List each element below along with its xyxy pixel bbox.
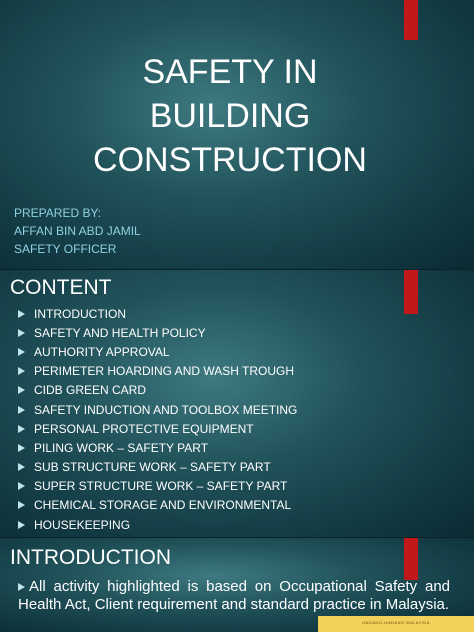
list-item <box>18 458 297 477</box>
bullet-arrow-icon <box>18 521 25 529</box>
introduction-slide <box>0 538 474 632</box>
title-line: CONSTRUCTION <box>93 141 367 179</box>
author-name: AFFAN BIN ABD JAMIL <box>14 224 141 238</box>
bullet-arrow-icon <box>18 310 25 318</box>
prepared-by-block <box>14 204 141 258</box>
list-item <box>18 323 297 342</box>
law-book-image <box>318 616 474 632</box>
list-item <box>18 419 297 438</box>
list-item-label: PILING WORK – SAFETY PART <box>34 440 209 455</box>
bullet-arrow-icon <box>18 482 25 490</box>
bullet-arrow-icon <box>18 425 25 433</box>
list-item <box>18 342 297 361</box>
list-item-label: HOUSEKEEPING <box>34 517 131 532</box>
bullet-arrow-icon <box>18 348 25 356</box>
bullet-arrow-icon <box>18 329 25 337</box>
presentation-title <box>40 50 420 182</box>
bullet-arrow-icon <box>18 367 25 375</box>
introduction-heading: INTRODUCTION <box>10 546 171 569</box>
list-item <box>18 304 297 323</box>
title-line: SAFETY IN <box>142 53 318 91</box>
list-item-label: CHEMICAL STORAGE AND ENVIRONMENTAL <box>34 498 292 513</box>
list-item-label: SUPER STRUCTURE WORK – SAFETY PART <box>34 479 288 494</box>
bullet-arrow-icon <box>18 444 25 452</box>
list-item-label: CIDB GREEN CARD <box>34 383 147 398</box>
author-role: SAFETY OFFICER <box>14 242 117 256</box>
red-accent-bar <box>404 270 418 314</box>
list-item <box>18 438 297 457</box>
bullet-arrow-icon <box>18 386 25 394</box>
bullet-arrow-icon <box>18 501 25 509</box>
list-item-label: SAFETY AND HEALTH POLICY <box>34 325 206 340</box>
title-line: BUILDING <box>149 97 311 135</box>
list-item-label: PERSONAL PROTECTIVE EQUIPMENT <box>34 421 254 436</box>
content-slide <box>0 270 474 538</box>
list-item <box>18 515 297 534</box>
list-item-label: AUTHORITY APPROVAL <box>34 344 170 359</box>
red-accent-bar <box>404 538 418 580</box>
content-heading: CONTENT <box>10 276 112 299</box>
content-list <box>18 304 297 534</box>
introduction-paragraph <box>18 578 450 614</box>
list-item <box>18 477 297 496</box>
bullet-arrow-icon <box>18 463 25 471</box>
introduction-text: All activity highlighted is based on Occupational Safety and Health Act, Client requirement and standard practice in Malaysia. <box>18 578 450 613</box>
list-item <box>18 400 297 419</box>
list-item <box>18 496 297 515</box>
prepared-by-label: PREPARED BY: <box>14 206 102 220</box>
bullet-arrow-icon <box>18 406 25 414</box>
red-accent-bar <box>404 0 418 40</box>
bullet-arrow-icon <box>18 583 25 591</box>
list-item <box>18 362 297 381</box>
title-slide <box>0 0 474 270</box>
list-item-label: SUB STRUCTURE WORK – SAFETY PART <box>34 460 271 475</box>
list-item <box>18 381 297 400</box>
list-item-label: SAFETY INDUCTION AND TOOLBOX MEETING <box>34 402 298 417</box>
book-cover-label: UNDANG-UNDANG MALAYSIA <box>362 620 430 625</box>
list-item-label: PERIMETER HOARDING AND WASH TROUGH <box>34 364 295 379</box>
list-item-label: INTRODUCTION <box>34 306 126 321</box>
